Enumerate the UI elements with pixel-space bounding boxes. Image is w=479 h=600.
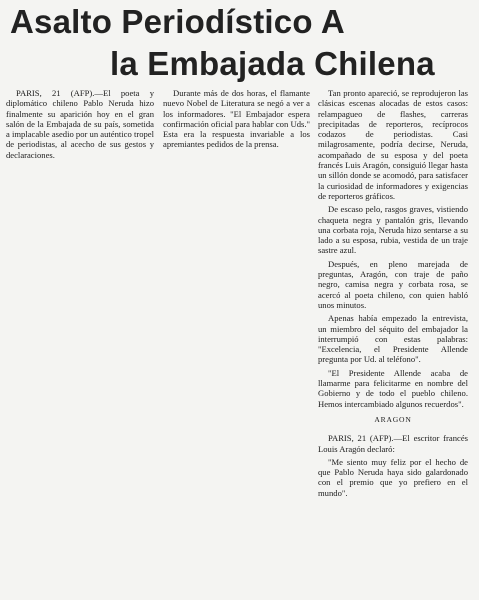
paragraph: Durante más de dos horas, el flamante nuevo Nobel de Literatura se negó a ver a los informadores. "El Embajador espera confirmación oficial para hablar con Uds." Esta era la respuesta invariable a los apremiantes pedidos de la prensa. <box>163 88 310 150</box>
paragraph: Apenas había empezado la entrevista, un miembro del séquito del embajador la interrumpió con estas palabras: "Excelencia, el Presidente Allende pregunta por Ud. al teléfono". <box>318 313 468 365</box>
headline-line-1: Asalto Periodístico A <box>10 3 345 40</box>
paragraph: Después, en pleno marejada de preguntas, Aragón, con traje de paño negro, camisa negra y corbata rosa, se acercó al poeta chileno, con quien habló unos minutos. <box>318 258 468 310</box>
paragraph: "El Presidente Allende acaba de llamarme para felicitarme en nombre del Gobierno y de todo el pueblo chileno. Hemos intercambiado algunos recuerdos". <box>318 367 468 409</box>
article-column-3 <box>318 88 468 501</box>
section-subheading: ARAGON <box>374 414 412 424</box>
article-column-2 <box>163 88 310 153</box>
paragraph: PARIS, 21 (AFP).—El escritor francés Louis Aragón declaró: <box>318 433 468 454</box>
headline-line-2: la Embajada Chilena <box>110 45 435 82</box>
article-column-1 <box>6 88 154 163</box>
paragraph: PARIS, 21 (AFP).—El poeta y diplomático chileno Pablo Neruda hizo finalmente su aparición hoy en el gran salón de la Embajada de su país, sometida a implacable asedio por un auténtico tropel de periodistas, al acecho de sus gestos y declaraciones. <box>6 88 154 160</box>
headline <box>8 4 470 82</box>
paragraph: Tan pronto apareció, se reprodujeron las clásicas escenas alocadas de estos casos: relampagueo de flashes, carreras precipitadas de reporteros, recíprocos codazos de periodistas. Casi milagrosamente, podría decirse, Neruda, acompañado de su esposa y del poeta francés Luis Aragón, consiguió llegar hasta un sillón donde se acomodó, para satisfacer la curiosidad de informadores y exigencias de reporteros gráficos. <box>318 88 468 201</box>
paragraph: "Me siento muy feliz por el hecho de que Pablo Neruda haya sido galardonado con el premio que yo prefiero en el mundo". <box>318 456 468 498</box>
paragraph: De escaso pelo, rasgos graves, vistiendo chaqueta negra y pantalón gris, llevando una corbata roja, Neruda hizo sentarse a su lado a su esposa, rubia, vestida de un traje sastre azul. <box>318 204 468 256</box>
